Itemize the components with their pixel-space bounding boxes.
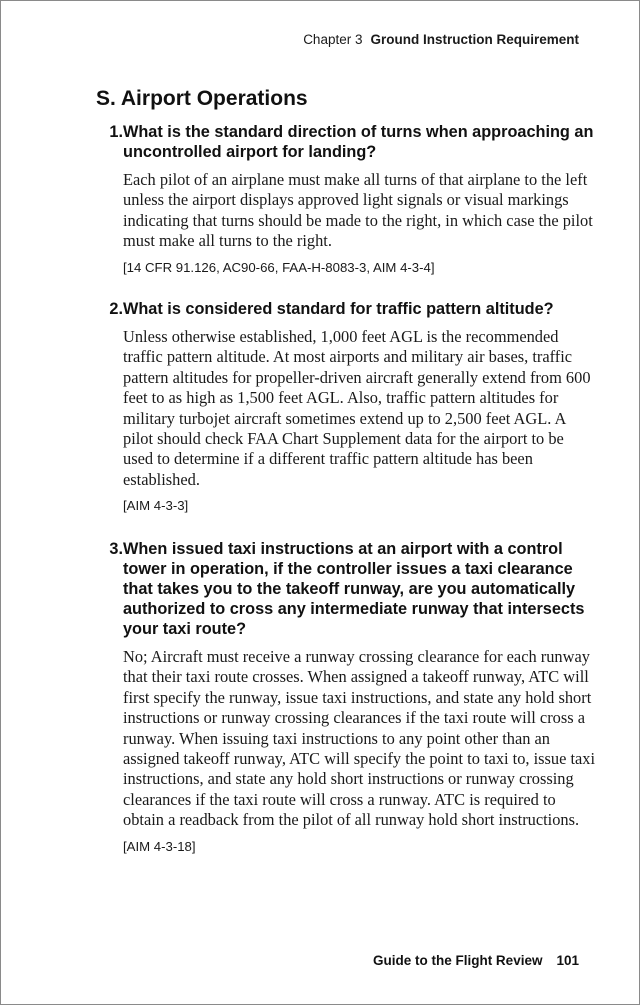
question-2 bbox=[96, 299, 596, 319]
qa-item-3 bbox=[96, 539, 596, 855]
page-footer bbox=[373, 953, 579, 968]
question-text: What is considered standard for traffic pattern altitude? bbox=[123, 300, 554, 318]
reference-2: [AIM 4-3-3] bbox=[123, 498, 189, 514]
answer-2: Unless otherwise established, 1,000 feet AGL is the recommended traffic pattern altitude. At most airports and military air bases, traffic pattern altitudes for propeller-driven aircraft generally extend from 600 feet to as high as 1,500 feet AGL. Also, traffic pattern altitudes for military turbojet aircraft sometimes extend up to 2,500 feet AGL. A pilot should check FAA Chart Supplement data for the airport to be used to determine if a different traffic pattern altitude has been established. bbox=[123, 327, 591, 489]
question-3 bbox=[96, 539, 596, 639]
qa-item-2 bbox=[96, 299, 596, 514]
answer-3: No; Aircraft must receive a runway crossing clearance for each runway that their taxi route crosses. When assigned a takeoff runway, ATC will first specify the runway, issue taxi instructions, and state any hold short instructions or runway crossing clearances if the taxi route will cross a runway. When issuing taxi instructions to any point other than an assigned takeoff runway, ATC will specify the point to taxi to, issue taxi instructions, and state any hold short instructions or runway crossing clearances if the taxi route will cross a runway. ATC is required to obtain a readback from the pilot of all runway hold short instructions. bbox=[123, 647, 596, 830]
book-title: Guide to the Flight Review bbox=[372, 953, 543, 968]
question-number: 1. bbox=[109, 123, 123, 141]
section-title: S. Airport Operations bbox=[96, 87, 308, 110]
reference-1: [14 CFR 91.126, AC90-66, FAA-H-8083-3, AIM 4-3-4] bbox=[123, 259, 435, 275]
answer-1: Each pilot of an airplane must make all turns of that airplane to the left unless the airport displays approved light signals or visual markings indicating that turns should be made to the right, in which case the pilot must make all turns to the right. bbox=[123, 170, 593, 251]
question-text: What is the standard direction of turns when approaching an uncontrolled airport for landing? bbox=[123, 123, 594, 161]
chapter-label: Chapter 3 bbox=[303, 32, 363, 47]
page-number: 101 bbox=[556, 953, 579, 968]
question-number: 3. bbox=[109, 540, 123, 558]
qa-item-1 bbox=[96, 122, 596, 276]
running-head bbox=[303, 32, 579, 47]
question-number: 2. bbox=[109, 300, 123, 318]
question-text: When issued taxi instructions at an airport with a control tower in operation, if the controller issues a taxi clearance that takes you to the takeoff runway, are you automatically authorized to cross any intermediate runway that intersects your taxi route? bbox=[123, 540, 585, 638]
chapter-title: Ground Instruction Requirement bbox=[370, 32, 579, 47]
reference-3: [AIM 4-3-18] bbox=[123, 838, 196, 854]
question-1 bbox=[96, 122, 596, 162]
